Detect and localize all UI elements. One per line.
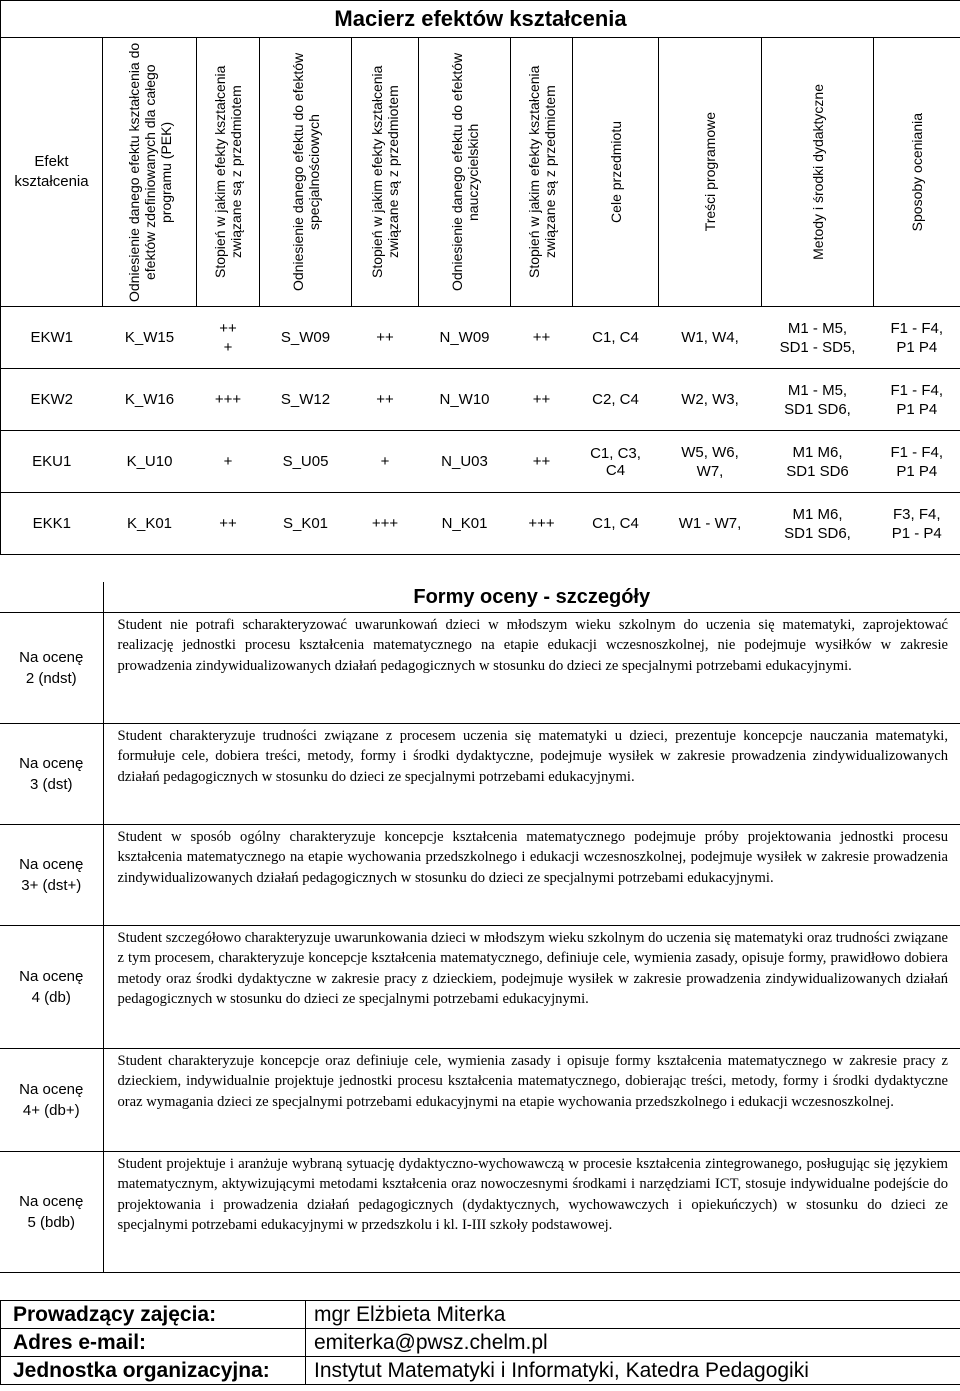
cele-value: C1, C3, C4	[573, 431, 659, 493]
grades-table	[0, 582, 960, 1273]
grades-title: Formy oceny - szczegóły	[103, 582, 960, 613]
grade-description: Student w sposób ogólny charakteryzuje koncepcje kształcenia matematycznego podejmuje próby projektowania jednostki procesu kształcenia matematycznego na etapie wychowania przedszkolnego i edukacji wczesnoszkolnej, podejmuje wysiłek w zakresie prowadzenia zindywidualizowanych działań pedagogicznych w stosunku do dzieci ze specjalnymi potrzebami edukacyjnymi.	[103, 825, 960, 926]
naucz-code: N_W09	[419, 307, 511, 369]
sposoby-value: F1 - F4, P1 P4	[874, 431, 960, 493]
tresci-value: W5, W6, W7,	[659, 431, 762, 493]
grade-description: Student szczegółowo charakteryzuje uwarunkowania dzieci w młodszym wieku szkolnym do uczenia się matematyki oraz trudności związane z tym procesem, charakteryzuje koncepcje kształcenia matematycznego, definiuje cele, wymienia zasady, opisuje formy, prawidłowo dobiera metody oraz środki dydaktyczne w zakresie pracy z dzieckiem, podejmuje wysiłek w zakresie prowadzenia zindywidualizowanych działań pedagogicznych w stosunku do dzieci ze specjalnymi potrzebami edukacyjnymi.	[103, 926, 960, 1049]
email-label: Adres e-mail:	[1, 1329, 306, 1357]
unit-label: Jednostka organizacyjna:	[1, 1357, 306, 1385]
grade-label: Na ocenę 4+ (db+)	[0, 1049, 103, 1152]
header-efekt: Efekt kształcenia	[1, 38, 103, 307]
grade-label: Na ocenę 2 (ndst)	[0, 613, 103, 724]
stopien-value: ++	[511, 431, 573, 493]
pek-code: K_W16	[103, 369, 197, 431]
table-row	[1, 369, 960, 431]
sposoby-value: F3, F4, P1 - P4	[874, 493, 960, 555]
naucz-code: N_U03	[419, 431, 511, 493]
stopien-value: ++	[197, 493, 260, 555]
grade-row	[0, 1152, 960, 1273]
metody-value: M1 M6, SD1 SD6,	[762, 493, 874, 555]
tresci-value: W1 - W7,	[659, 493, 762, 555]
tresci-value: W2, W3,	[659, 369, 762, 431]
header-stopien-2: Stopień w jakim efekty kształcenia związane są z przedmiotem	[352, 38, 419, 307]
stopien-value: +	[352, 431, 419, 493]
grade-row	[0, 1049, 960, 1152]
instructor-info-table	[0, 1300, 960, 1385]
table-row	[1, 307, 960, 369]
stopien-value: +++	[352, 493, 419, 555]
naucz-code: N_W10	[419, 369, 511, 431]
stopien-value: +++	[197, 369, 260, 431]
grade-description: Student charakteryzuje koncepcje oraz definiuje cele, wymienia zasady i opisuje formy kształcenia matematycznego w zakresie pracy z dzieckiem, indywidualnie projektuje jednostki procesu kształcenia matematycznego, dobierając treści, metody, formy i środki dydaktyczne oraz wymagania dzieci ze specjalnymi potrzebami edukacyjnymi na etapie wychowania przedszkolnego i edukacji wczesnoszkolnej.	[103, 1049, 960, 1152]
header-odniesienie-pek: Odniesienie danego efektu kształcenia do efektów zdefiniowanych dla całego programu (PEK)	[103, 38, 197, 307]
efekt-code: EKK1	[1, 493, 103, 555]
info-row	[1, 1357, 960, 1385]
sposoby-value: F1 - F4, P1 P4	[874, 369, 960, 431]
metody-value: M1 - M5, SD1 SD6,	[762, 369, 874, 431]
email-value[interactable]: emiterka@pwsz.chelm.pl	[306, 1329, 960, 1357]
tresci-value: W1, W4,	[659, 307, 762, 369]
stopien-value: +	[197, 431, 260, 493]
metody-value: M1 - M5, SD1 - SD5,	[762, 307, 874, 369]
naucz-code: N_K01	[419, 493, 511, 555]
spec-code: S_W09	[260, 307, 352, 369]
stopien-value: +++	[511, 493, 573, 555]
grade-label: Na ocenę 3 (dst)	[0, 724, 103, 825]
grade-row	[0, 825, 960, 926]
header-cele: Cele przedmiotu	[573, 38, 659, 307]
info-row	[1, 1329, 960, 1357]
grade-row	[0, 724, 960, 825]
efekt-code: EKW1	[1, 307, 103, 369]
spec-code: S_U05	[260, 431, 352, 493]
grade-row	[0, 926, 960, 1049]
efekt-code: EKW2	[1, 369, 103, 431]
instructor-label: Prowadzący zajęcia:	[1, 1301, 306, 1329]
metody-value: M1 M6, SD1 SD6	[762, 431, 874, 493]
pek-code: K_K01	[103, 493, 197, 555]
header-metody: Metody i środki dydaktyczne	[762, 38, 874, 307]
grades-corner	[0, 582, 103, 613]
efekt-code: EKU1	[1, 431, 103, 493]
stopien-value: ++	[511, 369, 573, 431]
grade-label: Na ocenę 5 (bdb)	[0, 1152, 103, 1273]
grade-description: Student projektuje i aranżuje wybraną sytuację dydaktyczno-wychowawczą w procesie kształcenia zintegrowanego, posługując się językiem matematycznym, aktywizującymi metodami kształcenia oraz nowoczesnymi środkami i narzędziami ICT, stosuje indywidualne podejście do projektowania i prowadzenia działań pedagogicznych (dydaktycznych, wychowawczych i opiekuńczych) w stosunku do dzieci ze specjalnymi potrzebami edukacyjnymi w przedszkolu i kl. I-III szkoły podstawowej.	[103, 1152, 960, 1273]
instructor-name: mgr Elżbieta Miterka	[306, 1301, 960, 1329]
pek-code: K_U10	[103, 431, 197, 493]
grade-label: Na ocenę 4 (db)	[0, 926, 103, 1049]
header-tresci: Treści programowe	[659, 38, 762, 307]
grade-row	[0, 613, 960, 724]
sposoby-value: F1 - F4, P1 P4	[874, 307, 960, 369]
stopien-value: ++	[352, 307, 419, 369]
pek-code: K_W15	[103, 307, 197, 369]
learning-outcomes-matrix	[0, 0, 960, 555]
stopien-value: ++	[511, 307, 573, 369]
grade-description: Student nie potrafi scharakteryzować uwarunkowań dzieci w młodszym wieku szkolnym do uczenia się matematyki, zaprojektować realizację jednostki procesu kształcenia matematycznego na etapie edukacji wczesnoszkolnej, nie podejmuje wysiłków w zakresie prowadzenia zindywidualizowanych działań pedagogicznych w stosunku do dzieci ze specjalnymi potrzebami edukacyjnymi.	[103, 613, 960, 724]
info-row	[1, 1301, 960, 1329]
matrix-title: Macierz efektów kształcenia	[1, 1, 960, 38]
header-odniesienie-naucz: Odniesienie danego efektu do efektów nauczycielskich	[419, 38, 511, 307]
table-row	[1, 431, 960, 493]
cele-value: C2, C4	[573, 369, 659, 431]
cele-value: C1, C4	[573, 493, 659, 555]
header-sposoby: Sposoby oceniania	[874, 38, 960, 307]
cele-value: C1, C4	[573, 307, 659, 369]
header-stopien-3: Stopień w jakim efekty kształcenia związane są z przedmiotem	[511, 38, 573, 307]
grade-label: Na ocenę 3+ (dst+)	[0, 825, 103, 926]
header-stopien-1: Stopień w jakim efekty kształcenia związane są z przedmiotem	[197, 38, 260, 307]
spec-code: S_W12	[260, 369, 352, 431]
spec-code: S_K01	[260, 493, 352, 555]
table-row	[1, 493, 960, 555]
header-odniesienie-spec: Odniesienie danego efektu do efektów specjalnościowych	[260, 38, 352, 307]
stopien-value: ++	[352, 369, 419, 431]
unit-value: Instytut Matematyki i Informatyki, Katedra Pedagogiki	[306, 1357, 960, 1385]
stopien-value: ++ +	[197, 307, 260, 369]
grade-description: Student charakteryzuje trudności związane z procesem uczenia się matematyki u dzieci, prezentuje koncepcje nauczania matematyki, formułuje cele, dobiera treści, metody, formy i środki dydaktyczne, podejmuje wysiłek w zakresie prowadzenia zindywidualizowanych działań pedagogicznych w stosunku do dzieci ze specjalnymi potrzebami edukacyjnymi.	[103, 724, 960, 825]
